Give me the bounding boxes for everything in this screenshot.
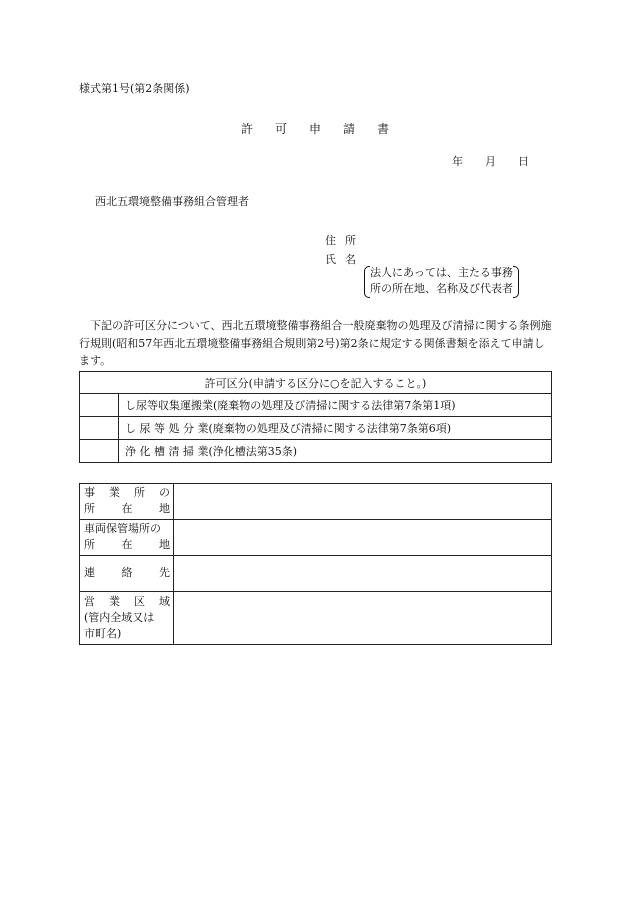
permit-category-table — [79, 371, 552, 463]
label-char: 絡 — [121, 566, 133, 579]
label-line — [84, 501, 170, 517]
label-char: 地 — [159, 502, 170, 515]
title-char: 申 — [308, 122, 321, 136]
contact-field[interactable] — [174, 556, 552, 592]
applicant-name-label — [325, 251, 356, 267]
info-label — [80, 592, 174, 645]
label-text: 市町名) — [84, 626, 122, 640]
label-char: 所 — [134, 486, 145, 499]
corporate-note-line: 法人にあっては、主たる事務 — [370, 266, 513, 279]
info-label — [80, 556, 174, 592]
business-info-table — [79, 483, 552, 645]
addressee: 西北五環境整備事務組合管理者 — [95, 195, 249, 208]
date-month-label: 月 — [485, 155, 496, 168]
label-char: 営 — [84, 594, 95, 608]
date-line — [452, 153, 529, 169]
info-row-contact — [80, 556, 552, 592]
right-bracket — [513, 266, 519, 298]
date-day-label: 日 — [518, 155, 529, 168]
vehicle-storage-location-field[interactable] — [174, 520, 552, 556]
label-line — [84, 537, 170, 553]
label-char: 在 — [121, 502, 133, 515]
label-line — [84, 521, 170, 537]
info-row-business-area — [80, 592, 552, 645]
left-bracket — [364, 266, 370, 298]
label-char: 業 — [109, 594, 120, 608]
permit-option-row — [80, 394, 552, 417]
office-location-field[interactable] — [174, 484, 552, 520]
label-char: 名 — [345, 253, 356, 266]
label-char: 業 — [109, 486, 120, 499]
permit-option-label: 浄 化 槽 清 掃 業(浄化槽法第35条) — [119, 440, 552, 463]
label-line — [84, 610, 170, 626]
label-char: 連 — [84, 566, 95, 579]
date-year-label: 年 — [452, 155, 463, 168]
info-label — [80, 484, 174, 520]
permit-option-row — [80, 417, 552, 440]
form-number: 様式第1号(第2条関係) — [79, 82, 190, 95]
title-char: 可 — [274, 122, 287, 136]
info-row-vehicle-storage — [80, 520, 552, 556]
label-line — [84, 594, 170, 610]
permit-table-header-row — [80, 372, 552, 394]
permit-option-row — [80, 440, 552, 463]
applicant-address-label — [325, 232, 356, 248]
application-statement-text: 下記の許可区分について、西北五環境整備事務組合一般廃棄物の処理及び清掃に関する条例施行規則(昭和57年西北五環境整備事務組合規則第2号)第2条に規定する関係書類を添えて申請します。 — [79, 319, 552, 367]
document-title — [0, 120, 630, 137]
label-char: 域 — [159, 594, 170, 608]
label-char: 区 — [134, 594, 145, 608]
label-char: 所 — [84, 502, 95, 515]
label-char: 在 — [121, 538, 133, 551]
label-line — [84, 626, 170, 642]
business-area-field[interactable] — [174, 592, 552, 645]
application-statement — [79, 317, 553, 370]
title-char: 請 — [343, 122, 356, 136]
permit-table-header: 許可区分(申請する区分に○を記入すること。) — [80, 372, 552, 394]
corporate-note — [364, 265, 519, 297]
permit-option-label: し尿等収集運搬業(廃棄物の処理及び清掃に関する法律第7条第1項) — [119, 394, 552, 417]
info-label — [80, 520, 174, 556]
label-text: (管内全域又は — [84, 610, 155, 624]
title-char: 許 — [240, 122, 253, 136]
label-char: 氏 — [325, 253, 336, 266]
label-char: 所 — [345, 234, 356, 247]
label-line — [84, 485, 170, 501]
info-row-office-location — [80, 484, 552, 520]
corporate-note-line: 所の所在地、名称及び代表者 — [370, 282, 513, 295]
label-char: 先 — [159, 566, 170, 579]
permit-option-mark-cell[interactable] — [80, 394, 119, 417]
label-line — [84, 565, 170, 581]
label-char: 所 — [84, 538, 95, 551]
label-char: 事 — [84, 486, 95, 499]
permit-option-label: し 尿 等 処 分 業(廃棄物の処理及び清掃に関する法律第7条第6項) — [119, 417, 552, 440]
permit-option-mark-cell[interactable] — [80, 440, 119, 463]
title-char: 書 — [377, 122, 390, 136]
permit-option-mark-cell[interactable] — [80, 417, 119, 440]
label-text: 車両保管場所の — [84, 522, 161, 535]
label-char: 住 — [325, 234, 336, 247]
label-char: 地 — [159, 538, 170, 551]
label-char: の — [159, 486, 170, 499]
